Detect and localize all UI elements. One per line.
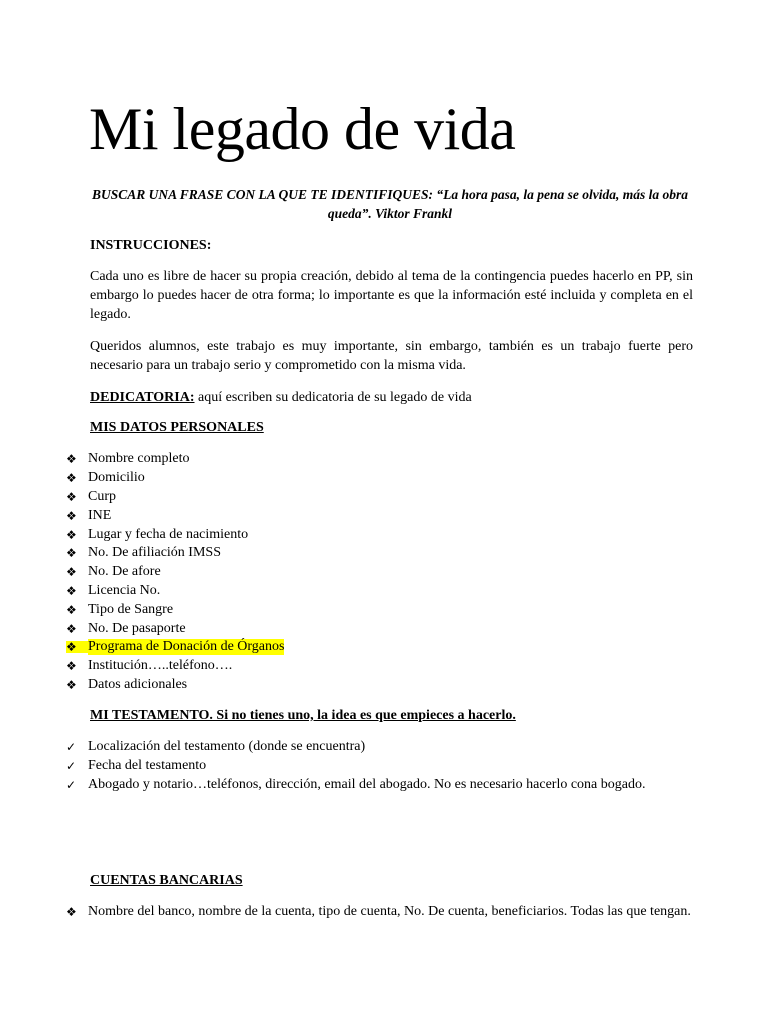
list-item: ❖ Lugar y fecha de nacimiento xyxy=(66,526,249,542)
list-item: ❖ No. De afore xyxy=(66,564,161,580)
page-title: Mi legado de vida xyxy=(89,96,516,162)
diamond-bullet-icon: ❖ xyxy=(66,602,77,617)
personal-data-heading: MIS DATOS PERSONALES xyxy=(90,420,264,435)
diamond-bullet-icon: ❖ xyxy=(66,489,77,504)
diamond-bullet-icon: ❖ xyxy=(66,641,88,653)
list-item: ❖ No. De pasaporte xyxy=(66,620,186,636)
personal-data-list xyxy=(66,450,284,694)
diamond-bullet-icon: ❖ xyxy=(66,527,77,542)
diamond-bullet-icon: ❖ xyxy=(66,905,77,920)
list-item: ✓ Abogado y notario…teléfonos, dirección, email del abogado. No es necesario hacerlo cona bogado. xyxy=(66,776,646,792)
diamond-bullet-icon: ❖ xyxy=(66,677,77,692)
testament-list xyxy=(66,738,645,794)
testament-heading: MI TESTAMENTO. Si no tienes uno, la idea es que empieces a hacerlo. xyxy=(90,708,516,723)
quote-prefix: BUSCAR UNA FRASE CON LA QUE TE IDENTIFIQUES: xyxy=(92,187,433,202)
diamond-bullet-icon: ❖ xyxy=(66,621,77,636)
list-item: ❖ Institución…..teléfono…. xyxy=(66,658,233,674)
list-item: ❖ Tipo de Sangre xyxy=(66,601,174,617)
dedication-label: DEDICATORIA: xyxy=(90,390,195,405)
diamond-bullet-icon: ❖ xyxy=(66,546,77,561)
quote-author: Viktor Frankl xyxy=(375,206,453,221)
check-bullet-icon: ✓ xyxy=(66,777,77,792)
check-bullet-icon: ✓ xyxy=(66,759,77,774)
list-item: ✓ Localización del testamento (donde se encuentra) xyxy=(66,739,366,755)
bank-accounts-list xyxy=(66,903,691,922)
list-item: ❖ Nombre del banco, nombre de la cuenta, tipo de cuenta, No. De cuenta, beneficiarios. Todas las que tengan. xyxy=(66,904,691,920)
list-item: ❖ Curp xyxy=(66,488,116,504)
list-item: ❖ INE xyxy=(66,507,112,523)
diamond-bullet-icon: ❖ xyxy=(66,583,77,598)
diamond-bullet-icon: ❖ xyxy=(66,508,77,523)
list-item-highlighted: ❖ Programa de Donación de Órganos xyxy=(66,639,285,655)
instructions-paragraph-1: Cada uno es libre de hacer su propia creación, debido al tema de la contingencia puedes hacerlo en PP, sin embargo lo puedes hacer de otra forma; lo importante es que la información esté incluida y completa en el legado. xyxy=(90,269,693,322)
list-item: ❖ Datos adicionales xyxy=(66,676,188,692)
check-bullet-icon: ✓ xyxy=(66,740,77,755)
bank-accounts-heading: CUENTAS BANCARIAS xyxy=(90,873,243,888)
dedication-text: aquí escriben su dedicatoria de su legado de vida xyxy=(194,390,472,405)
list-item: ❖ No. De afiliación IMSS xyxy=(66,545,221,561)
diamond-bullet-icon: ❖ xyxy=(66,659,77,674)
list-item: ❖ Nombre completo xyxy=(66,451,190,467)
diamond-bullet-icon: ❖ xyxy=(66,452,77,467)
quote-text: “La hora pasa, la pena se olvida, más la obra queda”. xyxy=(327,187,688,221)
list-item: ✓ Fecha del testamento xyxy=(66,758,207,774)
list-item: ❖ Domicilio xyxy=(66,470,145,486)
instructions-paragraph-2: Queridos alumnos, este trabajo es muy importante, sin embargo, también es un trabajo fuerte pero necesario para un trabajo serio y comprometido con la misma vida. xyxy=(90,339,693,373)
list-item: ❖ Licencia No. xyxy=(66,582,161,598)
dedication-line xyxy=(90,388,693,407)
instructions-heading: INSTRUCCIONES: xyxy=(90,238,212,253)
diamond-bullet-icon: ❖ xyxy=(66,565,77,580)
quote-block xyxy=(90,185,690,223)
diamond-bullet-icon: ❖ xyxy=(66,471,77,486)
